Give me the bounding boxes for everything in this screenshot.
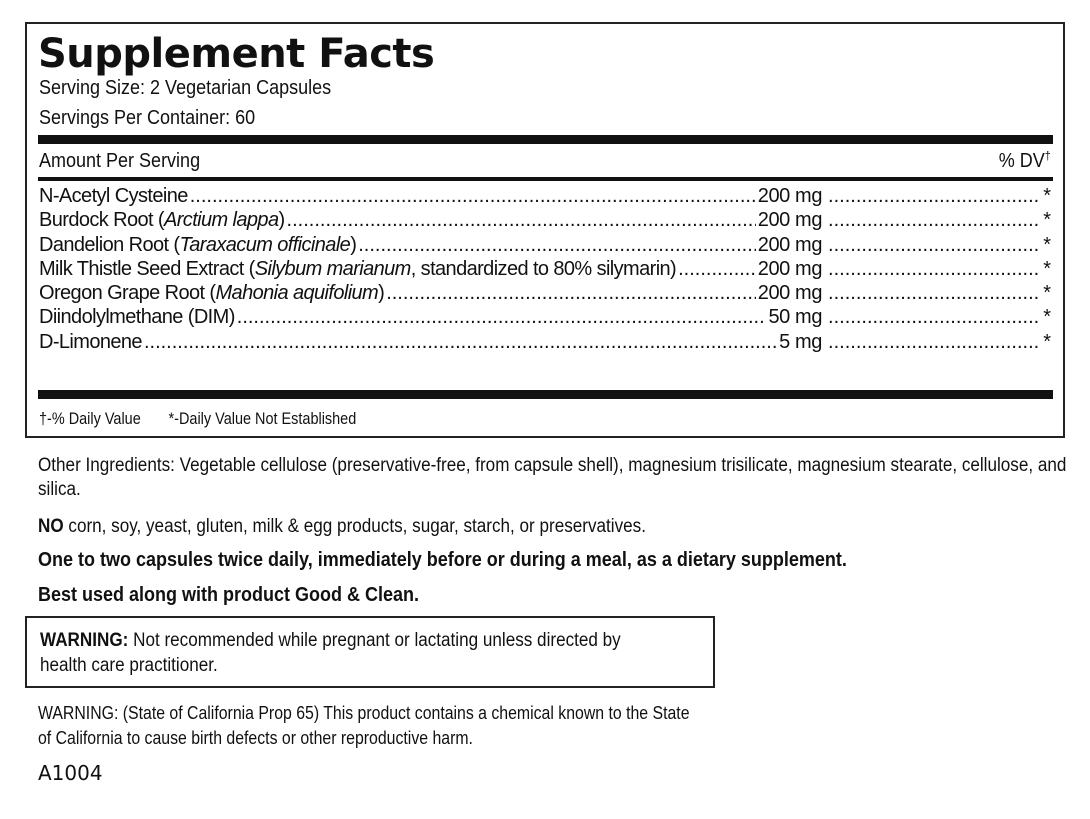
nutrient-row: [39, 208, 1051, 232]
warning-body: Not recommended while pregnant or lactating unless directed by health care practitioner.: [40, 630, 621, 676]
nutrient-name-suffix: , standardized to 80% silymarin): [410, 257, 677, 280]
nutrient-name: [39, 184, 188, 208]
dv-value: *: [1043, 185, 1051, 207]
nutrient-row: [39, 257, 1051, 281]
directions: One to two capsules twice daily, immediately before or during a meal, as a dietary supplement.: [38, 549, 847, 571]
thick-divider-top: [38, 135, 1053, 144]
nutrient-amount: 50 mg: [768, 306, 823, 329]
dv-header: [999, 148, 1051, 174]
dv-value: *: [1043, 306, 1051, 329]
nutrient-dv: [828, 330, 1051, 354]
dv-value: *: [1043, 257, 1051, 280]
best-used-note: Best used along with product Good & Clean.: [38, 584, 420, 606]
nutrient-row: [39, 305, 1051, 329]
footnote-not-established: *-Daily Value Not Established: [168, 409, 357, 428]
other-ingredients: Other Ingredients: Vegetable cellulose (preservative-free, from capsule shell), magnesium trisilicate, magnesium stearate, cellulose, and silica.: [38, 455, 1067, 500]
leader-dots: [358, 233, 755, 257]
facts-footnote: [39, 408, 380, 430]
dv-leader-dots: [828, 257, 1039, 281]
dv-header-mark: †: [1044, 148, 1051, 163]
dv-leader-dots: [828, 184, 1039, 208]
nutrient-latin-name: Silybum marianum: [254, 257, 411, 280]
nutrient-name-suffix: ): [378, 282, 385, 305]
leader-dots: [386, 281, 756, 305]
free-from-bold: NO: [38, 516, 64, 537]
dv-leader-dots: [828, 208, 1039, 232]
leader-dots: [144, 330, 777, 354]
dv-leader-dots: [828, 233, 1039, 257]
nutrient-name-suffix: ): [278, 209, 285, 232]
leader-dots: [287, 208, 756, 232]
warning-box: [25, 616, 715, 688]
nutrient-list: [39, 184, 1051, 354]
nutrient-dv: [828, 257, 1051, 281]
leader-dots: [678, 257, 756, 281]
nutrient-latin-name: Arctium lappa: [164, 209, 279, 232]
warning-text: [40, 628, 670, 678]
leader-dots: [190, 184, 756, 208]
nutrient-name-text: Dandelion Root (: [39, 233, 180, 256]
prop65-warning: WARNING: (State of California Prop 65) This product contains a chemical known to the State of California to cause birth defects or other reproductive harm.: [38, 703, 690, 748]
dv-leader-dots: [828, 305, 1039, 329]
nutrient-amount: 200 mg: [757, 233, 823, 256]
nutrient-row: [39, 184, 1051, 208]
supplement-facts-panel: [25, 22, 1065, 438]
nutrient-dv: [828, 281, 1051, 305]
nutrient-dv: [828, 184, 1051, 208]
amount-per-serving-label: Amount Per Serving: [39, 150, 201, 172]
nutrient-name: [39, 208, 285, 232]
leader-dots: [237, 305, 767, 329]
nutrient-dv: [828, 305, 1051, 329]
nutrient-name-suffix: ): [350, 233, 357, 256]
dv-value: *: [1043, 233, 1051, 256]
nutrient-row: [39, 281, 1051, 305]
servings-per-container: Servings Per Container: 60: [39, 107, 256, 129]
nutrient-dv: [828, 233, 1051, 257]
serving-size: Serving Size: 2 Vegetarian Capsules: [39, 77, 332, 99]
footnote-daily-value: †-% Daily Value: [39, 409, 141, 428]
thick-divider-bottom: [38, 390, 1053, 399]
nutrient-amount: 5 mg: [779, 330, 823, 353]
dv-value: *: [1043, 330, 1051, 353]
nutrient-name: [39, 305, 235, 329]
nutrient-amount: 200 mg: [757, 209, 823, 232]
dv-value: *: [1043, 209, 1051, 232]
nutrient-name: [39, 281, 384, 305]
nutrient-row: [39, 330, 1051, 354]
nutrient-name-text: N-Acetyl Cysteine: [39, 185, 188, 207]
medium-divider: [38, 177, 1053, 181]
nutrient-name-text: Diindolylmethane (DIM): [39, 306, 235, 329]
nutrient-amount: 200 mg: [757, 257, 823, 280]
nutrient-name: [39, 330, 142, 354]
free-from-text: corn, soy, yeast, gluten, milk & egg products, sugar, starch, or preservatives.: [63, 516, 646, 537]
nutrient-amount: 200 mg: [757, 185, 823, 207]
nutrient-dv: [828, 208, 1051, 232]
nutrient-name: [39, 257, 676, 281]
dv-header-text: % DV: [998, 150, 1045, 172]
nutrient-latin-name: Mahonia aquifolium: [215, 282, 379, 305]
facts-title: Supplement Facts: [38, 31, 435, 77]
nutrient-name-text: Burdock Root (: [39, 209, 164, 232]
dv-value: *: [1043, 282, 1051, 305]
nutrient-name-text: Milk Thistle Seed Extract (: [39, 257, 255, 280]
product-code: A1004: [38, 761, 103, 785]
nutrient-name-text: D-Limonene: [39, 330, 142, 353]
amount-per-serving-row: [39, 148, 1051, 174]
warning-label: WARNING:: [40, 630, 129, 651]
nutrient-name: [39, 233, 356, 257]
nutrient-latin-name: Taraxacum officinale: [179, 233, 351, 256]
nutrient-amount: 200 mg: [757, 282, 823, 305]
nutrient-name-text: Oregon Grape Root (: [39, 282, 216, 305]
dv-leader-dots: [828, 281, 1039, 305]
dv-leader-dots: [828, 330, 1039, 354]
nutrient-row: [39, 233, 1051, 257]
free-from-statement: [38, 515, 974, 539]
